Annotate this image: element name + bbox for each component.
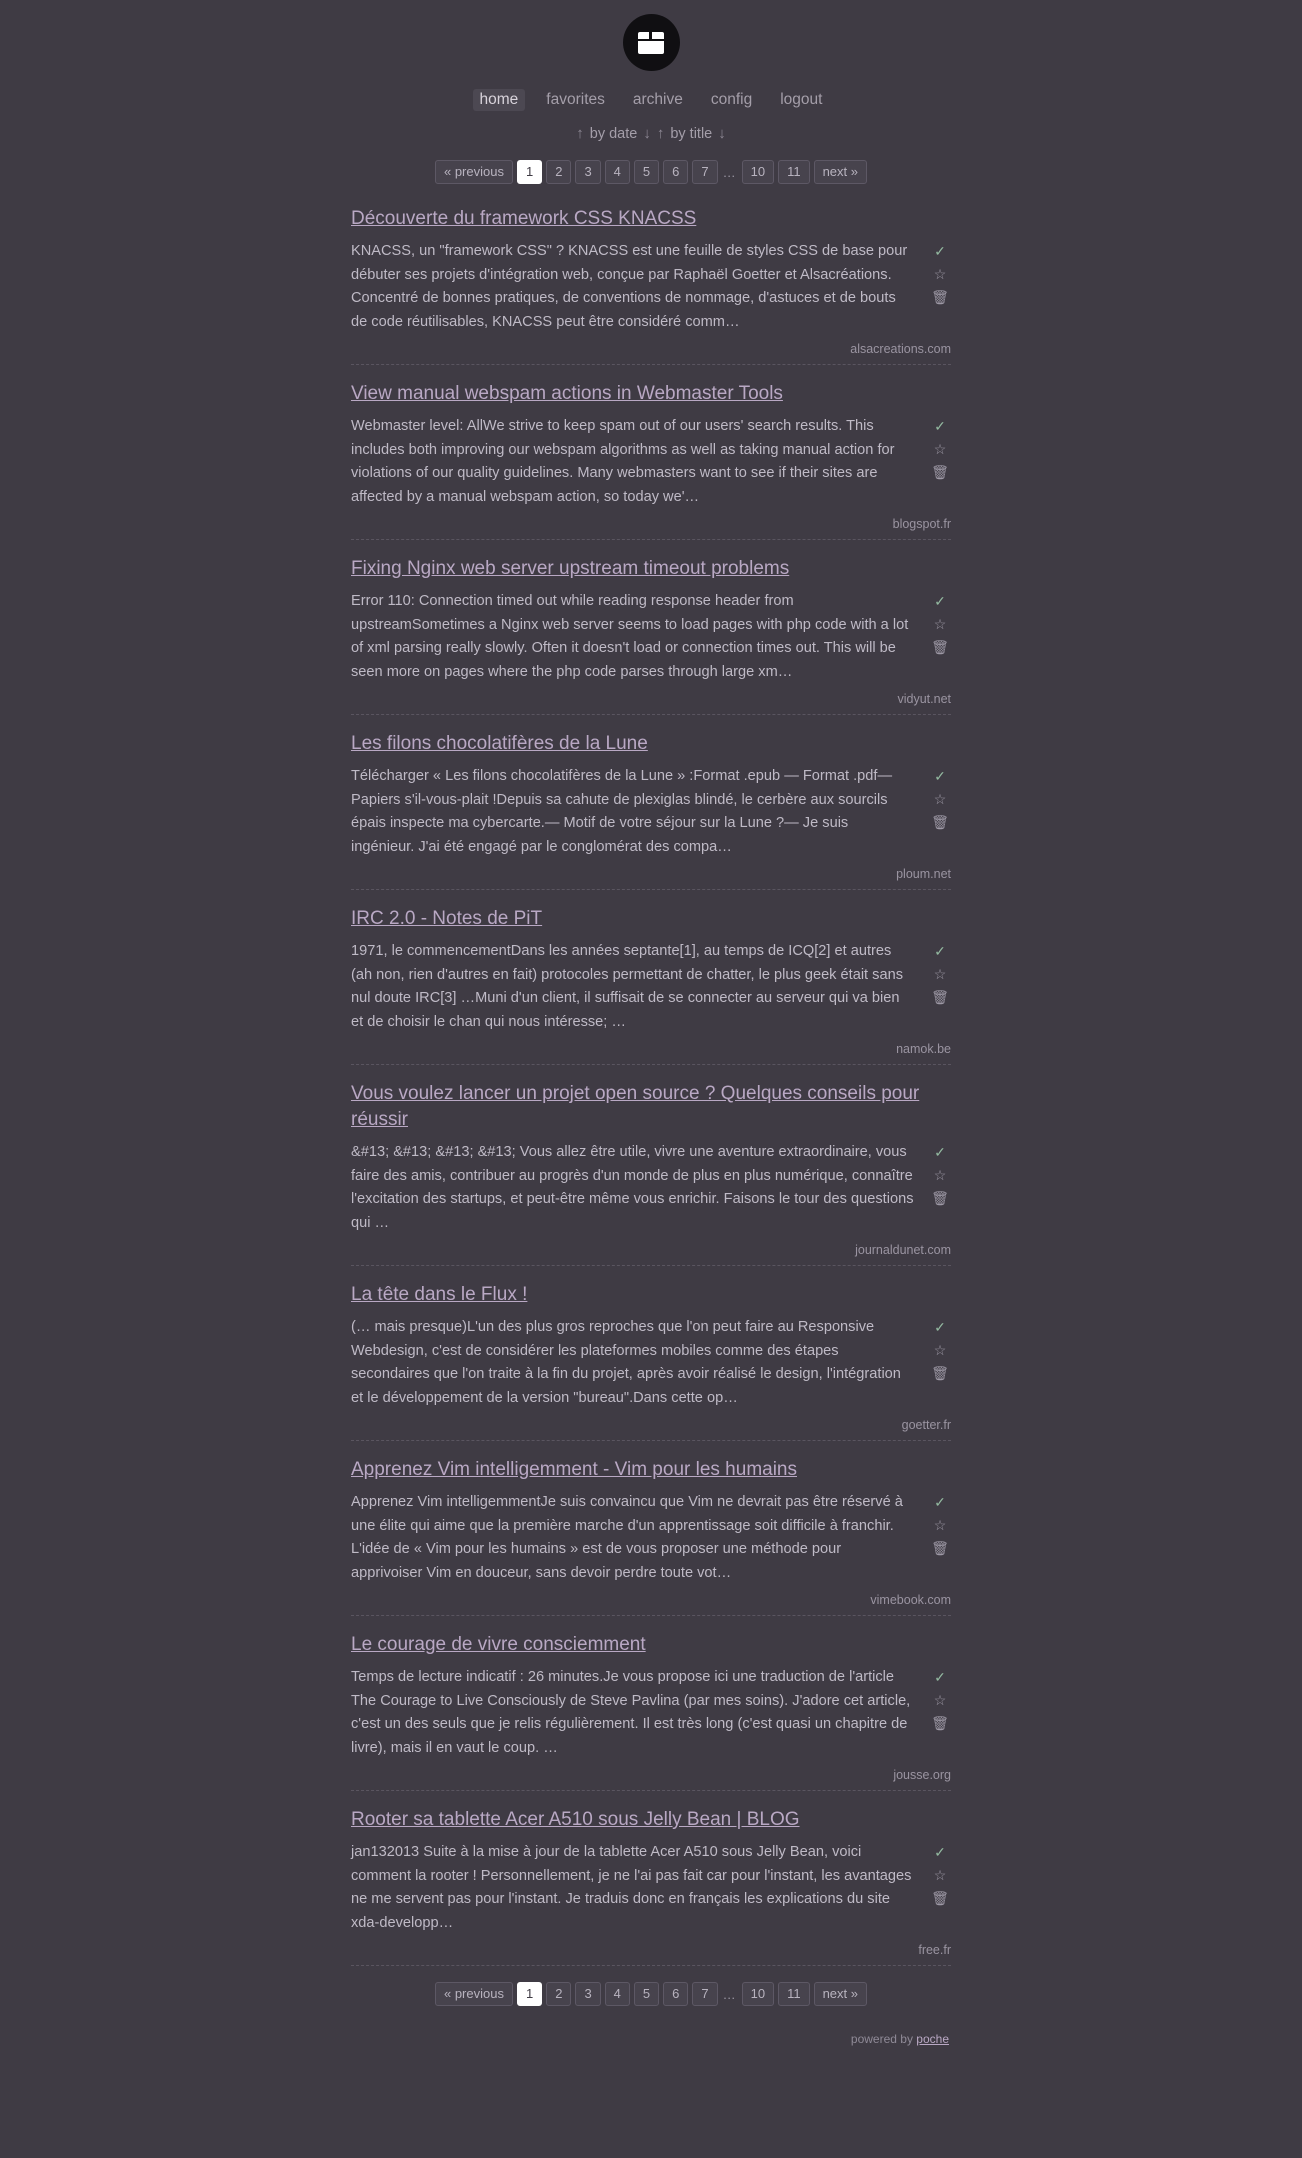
pagination-page-10-bottom[interactable]: 10 <box>742 1982 774 2006</box>
entry-title-link[interactable]: Vous voulez lancer un projet open source ? Quelques conseils pour réussir <box>351 1083 920 1130</box>
star-icon[interactable]: ☆ <box>933 1342 947 1358</box>
entry-domain: alsacreations.com <box>850 342 951 356</box>
trash-icon[interactable]: 🗑 <box>931 1190 949 1206</box>
sort-by-date-label: by date <box>589 125 638 142</box>
entry-item <box>351 1632 951 1791</box>
check-icon[interactable]: ✓ <box>934 1319 946 1335</box>
entry-tools <box>929 1666 951 1730</box>
app-logo[interactable] <box>623 14 680 71</box>
footer-text: powered by <box>850 2032 917 2046</box>
trash-icon[interactable]: 🗑 <box>931 464 949 480</box>
entry-title-link[interactable]: Fixing Nginx web server upstream timeout problems <box>351 558 790 579</box>
entry-tools <box>929 1841 951 1905</box>
pagination-page-11-bottom[interactable]: 11 <box>778 1982 810 2006</box>
pagination-ellipsis-top: … <box>722 164 737 180</box>
star-icon[interactable]: ☆ <box>933 1517 947 1533</box>
entry-tools <box>929 415 951 479</box>
pagination-page-4-top[interactable]: 4 <box>605 160 630 184</box>
entry-tools <box>929 1316 951 1380</box>
trash-icon[interactable]: 🗑 <box>931 1540 949 1556</box>
entry-excerpt: Error 110: Connection timed out while reading response header from upstreamSometimes a Nginx web server seems to load pages with php code with a lot of xml parsing really slowly. Often it doesn't load or connection times out. This will be seen more on pages where the php code parses through large xm… <box>351 593 909 680</box>
nav-item-config[interactable]: config <box>710 91 753 108</box>
pagination-previous-bottom[interactable]: « previous <box>435 1982 513 2006</box>
sort-by-title-desc-icon[interactable]: ↓ <box>718 125 726 142</box>
entry-tools <box>929 1491 951 1555</box>
entry-domain: jousse.org <box>893 1768 951 1782</box>
check-icon[interactable]: ✓ <box>934 943 946 959</box>
pagination-page-3-top[interactable]: 3 <box>575 160 600 184</box>
pagination-page-5-bottom[interactable]: 5 <box>634 1982 659 2006</box>
trash-icon[interactable]: 🗑 <box>931 814 949 830</box>
entry-body <box>351 415 951 509</box>
nav-item-archive[interactable]: archive <box>632 91 683 108</box>
trash-icon[interactable]: 🗑 <box>931 289 949 305</box>
entry-domain: blogspot.fr <box>892 517 951 531</box>
pagination-page-7-bottom[interactable]: 7 <box>692 1982 717 2006</box>
entry-excerpt: jan132013 Suite à la mise à jour de la tablette Acer A510 sous Jelly Bean, voici comment la rooter ! Personnellement, je ne l'ai pas fait car pour l'instant, les avantages ne me servent pas pour l'instant. Je traduis donc en français les explications du site xda-developp… <box>351 1844 912 1931</box>
entry-tools <box>929 765 951 829</box>
entry-item <box>351 1081 951 1266</box>
pagination-page-10-top[interactable]: 10 <box>742 160 774 184</box>
entry-item <box>351 381 951 540</box>
nav-item-home[interactable]: home <box>473 89 526 111</box>
nav-item-logout[interactable]: logout <box>780 91 823 108</box>
pagination-page-4-bottom[interactable]: 4 <box>605 1982 630 2006</box>
check-icon[interactable]: ✓ <box>934 593 946 609</box>
entry-item <box>351 1807 951 1966</box>
star-icon[interactable]: ☆ <box>933 966 947 982</box>
pagination-page-3-bottom[interactable]: 3 <box>575 1982 600 2006</box>
pagination-page-5-top[interactable]: 5 <box>634 160 659 184</box>
entry-item <box>351 1457 951 1616</box>
entry-domain: vimebook.com <box>870 1593 951 1607</box>
entry-excerpt: Webmaster level: AllWe strive to keep spam out of our users' search results. This includes both improving our webspam algorithms as well as taking manual action for violations of our quality guidelines. Many webmasters want to see if their sites are affected by a manual webspam action, so today we'… <box>351 418 895 505</box>
pagination-page-1-bottom[interactable]: 1 <box>517 1982 542 2006</box>
entry-excerpt: 1971, le commencementDans les années septante[1], au temps de ICQ[2] et autres (ah non, rien d'autres en fait) protocoles permettant de chatter, le plus geek était sans nul doute IRC[3] …Muni d'un client, il suffisait de se connecter au serveur qui va bien et de choisir le chan qui nous intéresse; … <box>351 943 903 1030</box>
main-navigation <box>0 89 1302 111</box>
book-icon <box>638 32 664 54</box>
star-icon[interactable]: ☆ <box>933 616 947 632</box>
trash-icon[interactable]: 🗑 <box>931 1715 949 1731</box>
entry-tools <box>929 1141 951 1205</box>
trash-icon[interactable]: 🗑 <box>931 989 949 1005</box>
pagination-page-2-bottom[interactable]: 2 <box>546 1982 571 2006</box>
entry-domain: free.fr <box>918 1943 951 1957</box>
entry-excerpt: (… mais presque)L'un des plus gros reproches que l'on peut faire au Responsive Webdesign, c'est de considérer les plateformes mobiles comme des étapes secondaires que l'on traite à la fin du projet, après avoir réalisé le design, l'intégration et le développement de la version "bureau".Dans cette op… <box>351 1319 901 1406</box>
entry-title-link[interactable]: La tête dans le Flux ! <box>351 1284 528 1305</box>
star-icon[interactable]: ☆ <box>933 1867 947 1883</box>
pagination-page-6-bottom[interactable]: 6 <box>663 1982 688 2006</box>
entry-body <box>351 1666 951 1760</box>
sort-by-date-asc-icon[interactable]: ↑ <box>576 125 584 142</box>
star-icon[interactable]: ☆ <box>933 791 947 807</box>
entry-domain: namok.be <box>896 1042 951 1056</box>
entry-tools <box>929 240 951 304</box>
entry-excerpt: &#13; &#13; &#13; &#13; Vous allez être utile, vivre une aventure extraordinaire, vous faire des amis, contribuer au progrès d'un monde de plus en plus numérique, connaître l'excitation des startups, et peut-être même vous enrichir. Faisons le tour des questions qui … <box>351 1144 914 1231</box>
sort-by-title-asc-icon[interactable]: ↑ <box>656 125 665 142</box>
entry-excerpt: Télécharger « Les filons chocolatifères de la Lune » :Format .epub — Format .pdf— Papiers s'il-vous-plait !Depuis sa cahute de plexiglas blindé, le cerbère aux sourcils épais inspecte ma cybercarte.— Motif de votre séjour sur la Lune ?— Je suis ingénieur. J'ai été engagé par le conglomérat des compa… <box>351 768 893 855</box>
entry-title-link[interactable]: Rooter sa tablette Acer A510 sous Jelly Bean | BLOG <box>351 1809 800 1830</box>
entry-body <box>351 765 951 859</box>
check-icon[interactable]: ✓ <box>934 1144 946 1160</box>
entry-excerpt: Temps de lecture indicatif : 26 minutes.Je vous propose ici une traduction de l'article The Courage to Live Consciously de Steve Pavlina (par mes soins). J'adore cet article, c'est un des seuls que je relis régulièrement. Il est très long (c'est quasi un chapitre de livre), mais il en vaut le coup. … <box>351 1669 911 1756</box>
star-icon[interactable]: ☆ <box>933 266 947 282</box>
pagination-top <box>0 160 1302 184</box>
trash-icon[interactable]: 🗑 <box>931 1365 949 1381</box>
entry-item <box>351 731 951 890</box>
check-icon[interactable]: ✓ <box>934 1494 946 1510</box>
entry-body <box>351 590 951 684</box>
check-icon[interactable]: ✓ <box>934 768 946 784</box>
entry-body <box>351 1491 951 1585</box>
sort-by-title-label: by title <box>670 125 713 142</box>
check-icon[interactable]: ✓ <box>934 1669 946 1685</box>
entry-body <box>351 240 951 334</box>
pagination-previous-top[interactable]: « previous <box>435 160 513 184</box>
entry-item <box>351 206 951 365</box>
pagination-bottom <box>0 1982 1302 2006</box>
star-icon[interactable]: ☆ <box>933 1692 947 1708</box>
entry-list <box>351 206 951 1966</box>
pagination-ellipsis-bottom: … <box>722 1986 737 2002</box>
entry-title-link[interactable]: Apprenez Vim intelligemment - Vim pour les humains <box>351 1459 797 1480</box>
entry-domain: goetter.fr <box>901 1418 951 1432</box>
entry-body <box>351 940 951 1034</box>
footer <box>351 2032 951 2046</box>
entry-body <box>351 1316 951 1410</box>
entry-title-link[interactable]: View manual webspam actions in Webmaster Tools <box>351 383 783 404</box>
pagination-page-7-top[interactable]: 7 <box>692 160 717 184</box>
entry-item <box>351 556 951 715</box>
entry-title-link[interactable]: Les filons chocolatifères de la Lune <box>351 733 648 754</box>
entry-domain: journaldunet.com <box>855 1243 951 1257</box>
entry-excerpt: Apprenez Vim intelligemmentJe suis convaincu que Vim ne devrait pas être réservé à une élite qui aime que la première marche d'un apprentissage soit difficile à franchir. L'idée de « Vim pour les humains » est de vous proposer une méthode pour apprivoiser Vim en douceur, sans devoir perdre toute vot… <box>351 1494 903 1581</box>
entry-domain: ploum.net <box>896 867 951 881</box>
entry-body <box>351 1841 951 1935</box>
pagination-page-6-top[interactable]: 6 <box>663 160 688 184</box>
entry-item <box>351 1282 951 1441</box>
nav-item-favorites[interactable]: favorites <box>546 91 605 108</box>
entry-title-link[interactable]: Découverte du framework CSS KNACSS <box>351 208 697 229</box>
check-icon[interactable]: ✓ <box>934 243 946 259</box>
sort-controls <box>0 125 1302 142</box>
check-icon[interactable]: ✓ <box>934 1844 946 1860</box>
entry-title-link[interactable]: IRC 2.0 - Notes de PiT <box>351 908 543 929</box>
pagination-next-top[interactable]: next » <box>814 160 867 184</box>
star-icon[interactable]: ☆ <box>933 441 947 457</box>
trash-icon[interactable]: 🗑 <box>931 1890 949 1906</box>
pagination-page-11-top[interactable]: 11 <box>778 160 810 184</box>
pagination-next-bottom[interactable]: next » <box>814 1982 867 2006</box>
logo-container <box>0 14 1302 71</box>
entry-item <box>351 906 951 1065</box>
entry-tools <box>929 940 951 1004</box>
entry-body <box>351 1141 951 1235</box>
pagination-page-2-top[interactable]: 2 <box>546 160 571 184</box>
entry-title-link[interactable]: Le courage de vivre consciemment <box>351 1634 646 1655</box>
check-icon[interactable]: ✓ <box>934 418 946 434</box>
trash-icon[interactable]: 🗑 <box>931 639 949 655</box>
entry-excerpt: KNACSS, un "framework CSS" ? KNACSS est une feuille de styles CSS de base pour débuter ses projets d'intégration web, conçue par Raphaël Goetter et Alsacréations. Concentré de bonnes pratiques, de conventions de nommage, d'astuces et de bouts de code réutilisables, KNACSS peut être considéré comm… <box>351 243 908 330</box>
sort-by-date-desc-icon[interactable]: ↓ <box>643 125 651 142</box>
entry-domain: vidyut.net <box>897 692 951 706</box>
star-icon[interactable]: ☆ <box>933 1167 947 1183</box>
pagination-page-1-top[interactable]: 1 <box>517 160 542 184</box>
entry-tools <box>929 590 951 654</box>
footer-poche-link[interactable]: poche <box>916 2032 949 2046</box>
